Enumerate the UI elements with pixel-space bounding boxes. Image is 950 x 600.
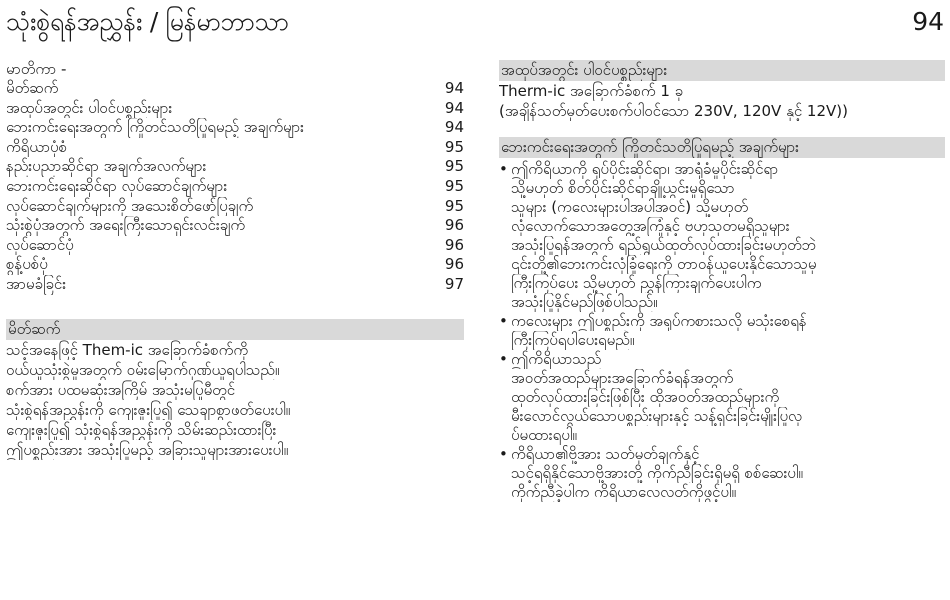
toc-item — [6, 197, 464, 217]
contents-heading: အထုပ်အတွင်း ပါဝင်ပစ္စည်းများ — [499, 60, 945, 81]
toc-list — [6, 79, 464, 295]
safety-line: ပ်မထားရပါ။ — [511, 426, 577, 444]
toc-item — [6, 79, 464, 99]
safety-heading: ဘေးကင်းရေးအတွက် ကြိုတင်သတိပြုရမည့် အချက်များ — [499, 137, 945, 158]
toc-item-label: ဘေးကင်းရေးဆိုင်ရာ လုပ်ဆောင်ချက်များ — [6, 176, 228, 195]
intro-paragraph — [6, 340, 464, 460]
toc-item — [6, 275, 464, 295]
intro-heading: မိတ်ဆက် — [6, 319, 464, 340]
toc-item-label: လုပ်ဆောင်ချက်များကို အသေးစိတ်ဖော်ပြချက် — [6, 196, 254, 215]
toc-item-label: နည်းပညာဆိုင်ရာ အချက်အလက်များ — [6, 157, 207, 176]
intro-line: ဝယ်ယူသုံးစွဲမှုအတွက် ဝမ်းမြောက်ဂုဏ်ယူရပါသည်။ — [6, 360, 280, 379]
bullet-icon: • — [499, 350, 508, 368]
toc-item-page: 94 — [444, 98, 464, 117]
toc-item-page: 95 — [444, 196, 464, 215]
safety-line: ကြီးကြပ်ပေး သို့မဟုတ် ညွှန်ကြားချက်ပေးပါက — [511, 274, 762, 292]
toc-item-page: 96 — [444, 216, 464, 235]
toc-item — [6, 99, 464, 119]
safety-item — [499, 445, 945, 502]
safety-line: သို့မဟုတ် စိတ်ပိုင်းဆိုင်ရာချို့ယွင်းမှုရှိသော — [511, 179, 735, 197]
safety-line: အဝတ်အထည်များအခြောက်ခံရန်အတွက် — [511, 369, 734, 387]
contents-paragraph — [499, 81, 945, 121]
contents-line: Therm-ic အခြောက်ခံစက် 1 ခု — [499, 82, 684, 100]
intro-line: ဤပစ္စည်းအား အသုံးပြုမည့် အခြားသူများအားပေးပါ။ — [6, 440, 289, 459]
safety-line: အသုံးပြုနိုင်မည်ဖြစ်ပါသည်။ — [511, 293, 658, 311]
toc-item-label: စွန့်ပစ်ပုံ — [6, 255, 48, 274]
safety-line: ကိရိယာ၏ဗို့အား သတ်မှတ်ချက်နှင့် — [511, 445, 700, 463]
safety-line: လုံလောက်သောအတွေ့အကြုံနှင့် ဗဟုသုတမရှိသူများ — [511, 217, 790, 235]
safety-line: ကိုက်ညီခဲ့ပါက ကိရိယာလေလတ်ကိုဖွင့်ပါ။ — [511, 483, 737, 501]
bullet-icon: • — [499, 445, 508, 463]
toc-item — [6, 138, 464, 158]
page-number: 94 — [912, 7, 944, 36]
safety-line: ထုတ်လုပ်ထားခြင်းဖြစ်ပြီး ထိုအဝတ်အထည်များကို — [511, 388, 780, 406]
toc-item — [6, 216, 464, 236]
right-column — [499, 60, 945, 502]
toc-item-page: 95 — [444, 137, 464, 156]
safety-item — [499, 312, 945, 350]
toc-item-page: 96 — [444, 255, 464, 274]
toc-item-label: အာမခံခြင်း — [6, 274, 67, 293]
toc-item-page: 95 — [444, 157, 464, 176]
safety-line: အသုံးပြုရန်အတွက် ရည်ရွယ်ထုတ်လုပ်ထားခြင်းမဟုတ်ဘဲ — [511, 236, 817, 254]
toc-item — [6, 177, 464, 197]
page-title: သုံးစွဲရန်အညွှန်း / မြန်မာဘာသာ — [6, 7, 289, 36]
toc-item-label: လုပ်ဆောင်ပုံ — [6, 235, 74, 254]
safety-line: သင့်ရရှိနိုင်သောဗို့အားတို့ ကိုက်ညီခြင်းရှိမရှိ စစ်ဆေးပါ။ — [511, 464, 803, 482]
safety-line: သူများ (ကလေးများပါအပါအဝင်) သို့မဟုတ် — [511, 198, 749, 216]
left-column — [6, 60, 464, 460]
safety-line: ဤကိရိယာကို ရုပ်ပိုင်းဆိုင်ရာ၊ အာရုံခံမှုပိုင်းဆိုင်ရာ — [511, 160, 779, 178]
toc-item-label: ဘေးကင်းရေးအတွက် ကြိုတင်သတိပြုရမည့် အချက်များ — [6, 118, 304, 137]
intro-line: သုံးစွဲရန်အညွှန်းကို ကျေးဇူးပြု၍ သေချာစွာဖတ်ပေးပါ။ — [6, 400, 291, 419]
toc-item-label: အထုပ်အတွင်း ပါဝင်ပစ္စည်းများ — [6, 98, 173, 117]
toc-item — [6, 236, 464, 256]
safety-line: မီးလောင်လွယ်သောပစ္စည်းများနှင့် သန့်ရှင်းခြင်းမျိုးပြုလု — [511, 407, 803, 425]
toc-item — [6, 157, 464, 177]
toc-item-page: 94 — [444, 79, 464, 97]
safety-line: ကလေးများ ဤပစ္စည်းကို အရုပ်ကစားသလို မသုံးစေရန် — [511, 312, 807, 330]
safety-item — [499, 160, 945, 312]
toc-item — [6, 255, 464, 275]
toc-item — [6, 118, 464, 138]
intro-line: သင့်အနေဖြင့် Them-ic အခြောက်ခံစက်ကို — [6, 340, 249, 359]
intro-line: စက်အား ပထမဆုံးအကြိမ် အသုံးမပြုမီတွင် — [6, 380, 236, 399]
contents-line: (အချိန်သတ်မှတ်ပေးစက်ပါဝင်သော 230V, 120V နှင့် 12V)) — [499, 102, 848, 120]
intro-line: ကျေးဇူးပြု၍ သုံးစွဲရန်အညွှန်းကို သိမ်းဆည်းထားပြီး — [6, 420, 277, 439]
toc-item-page: 94 — [444, 118, 464, 137]
toc-item-label: သုံးစွဲပုံအတွက် အရေးကြီးသောရှင်းလင်းချက် — [6, 216, 246, 235]
toc-item-page: 96 — [444, 235, 464, 254]
toc-item-label: ကိရိယာပုံစံ — [6, 137, 68, 156]
toc-item-label: မိတ်ဆက် — [6, 79, 59, 97]
safety-line: ဤကိရိယာသည် — [511, 350, 602, 368]
safety-item — [499, 350, 945, 445]
toc-item-page: 97 — [444, 274, 464, 293]
toc-item-page: 95 — [444, 176, 464, 195]
bullet-icon: • — [499, 312, 508, 330]
safety-list — [499, 160, 945, 502]
safety-line: ၎င်းတို့၏ဘေးကင်းလုံခြုံရေးကို တာဝန်ယူပေးနိုင်သောသူမှ — [511, 255, 817, 273]
toc-heading: မာတိကာ - — [6, 60, 67, 78]
safety-line: ကြီးကြပ်ရပါပေးရမည်။ — [511, 331, 635, 349]
bullet-icon: • — [499, 160, 508, 178]
